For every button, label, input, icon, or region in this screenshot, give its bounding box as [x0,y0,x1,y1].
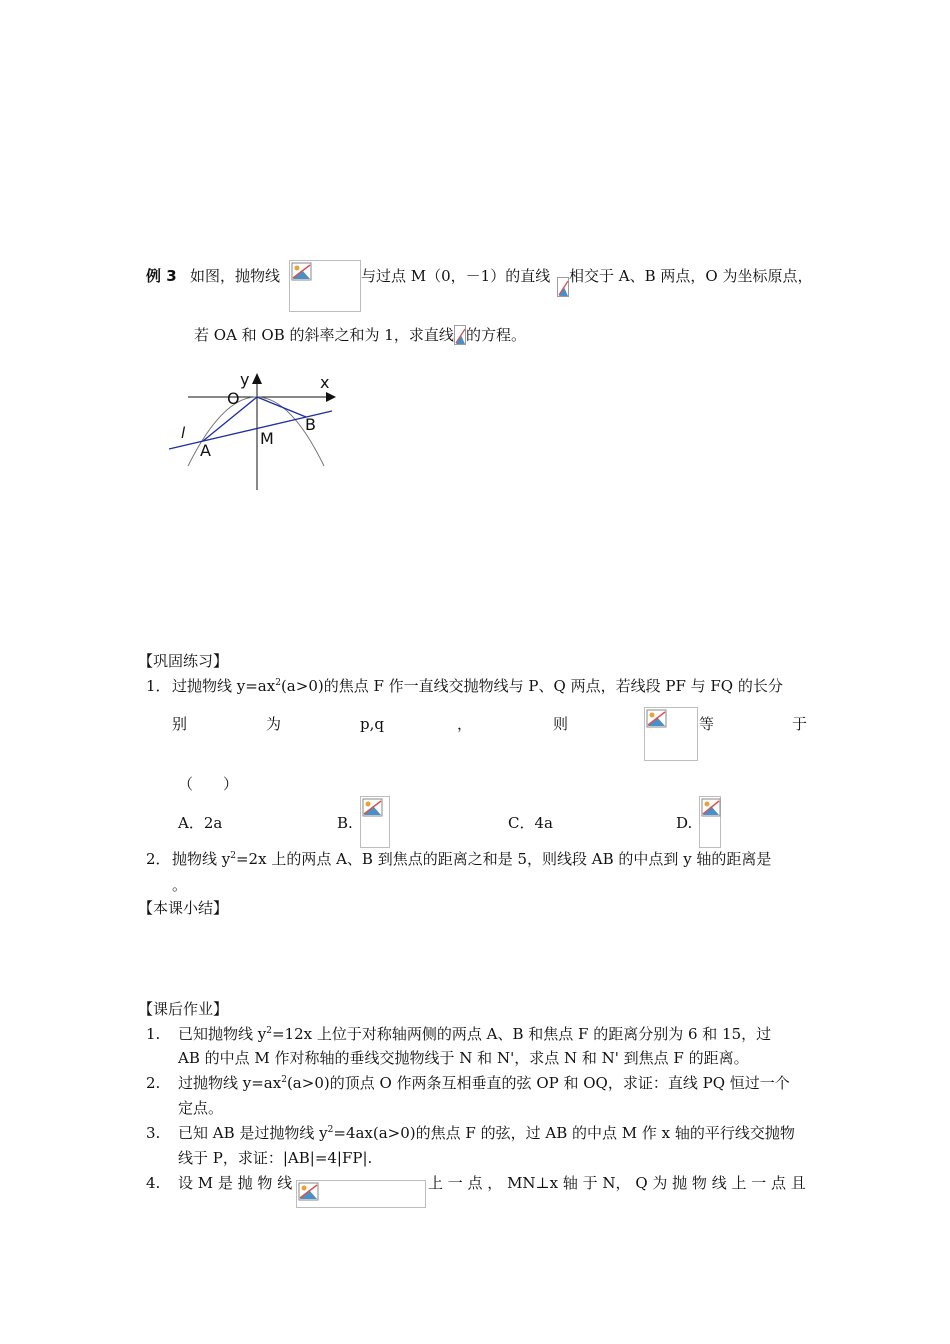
q1-word-5: 则 [553,715,569,733]
label-y: y [240,370,250,389]
q1-word-3: p,q [360,715,384,733]
hw1-number: 1. [146,1025,161,1043]
option-c: C．4a [508,814,553,832]
broken-image-icon [362,798,384,818]
segment-OB [257,397,306,417]
option-b: B. [337,814,353,832]
q1-word-6: 等 [699,715,715,733]
option-d: D. [676,814,693,832]
hw2-text: 过抛物线 $y=ax^2(a>0)$的顶点 O 作两条互相垂直的弦 OP 和 OQ，求证：直线 PQ 恒过一个 [178,1074,790,1092]
q1-text: 过抛物线 $y=ax^2(a>0)$的焦点 F 作一直线交抛物线与 P、Q 两点，若线段 PF 与 FQ 的长分 [172,677,783,695]
option-d-image [699,796,721,848]
x-axis-arrow [326,392,336,402]
hw4-number: 4. [146,1174,161,1192]
label-x: x [320,373,330,392]
q2-end: 。 [172,876,188,894]
example-text-1: 如图，抛物线 [190,267,281,285]
label-A: A [200,441,211,460]
parabola-figure [160,368,350,498]
y-axis-arrow [252,373,262,384]
hw2-number: 2. [146,1074,161,1092]
example-text-5: 的方程。 [466,326,527,344]
example-label: 例 3 [146,267,177,285]
hw3-text: 已知 AB 是过抛物线 $y^2=4ax(a>0)$的焦点 F 的弦，过 AB 的中点 M 作 x 轴的平行线交抛物 [178,1124,795,1142]
hw4-equation-image [296,1180,426,1208]
homework-heading: 【课后作业】 [138,1000,229,1018]
broken-image-icon [701,798,721,818]
broken-image-icon [646,709,668,729]
broken-image-icon [455,326,466,345]
q1-word-7: 于 [792,715,808,733]
example-text-3: 相交于 A、B 两点，O 为坐标原点， [569,267,813,285]
q2-text: 抛物线 $y^2=2x$ 上的两点 A、B 到焦点的距离之和是 5，则线段 AB 的中点到 y 轴的距离是 [172,850,772,868]
example-text-4: 若 OA 和 OB 的斜率之和为 1，求直线 [194,326,454,344]
q1-word-1: 别 [172,715,188,733]
hw1-text: 已知抛物线 $y^2=12x$ 上位于对称轴两侧的两点 A、B 和焦点 F 的距离分别为 6 和 15，过 [178,1025,772,1043]
summary-heading: 【本课小结】 [138,899,229,917]
hw3-number: 3. [146,1124,161,1142]
label-M: M [260,429,274,448]
practice-heading: 【巩固练习】 [138,652,229,670]
option-a: A．2a [178,814,223,832]
broken-image-icon [558,278,569,297]
label-B: B [305,415,316,434]
hw2-text-2: 定点。 [178,1099,224,1117]
hw4-text: 设 M 是 抛 物 线 [178,1174,293,1192]
q1-word-2: 为 [266,715,282,733]
example-text-2: 与过点 M（0，－1）的直线 [361,267,551,285]
q1-number: 1． [146,677,171,695]
hw1-text-2: AB 的中点 M 作对称轴的垂线交抛物线于 N 和 N'，求点 N 和 N' 到焦点 F 的距离。 [178,1049,749,1067]
q1-expression-image [644,707,698,761]
hw3-text-2: 线于 P，求证：|AB|=4|FP|. [178,1149,373,1167]
broken-image-icon [298,1182,320,1202]
q1-answer-paren: （ ） [178,775,239,793]
line-l-image [557,277,569,297]
label-l: l [181,424,186,442]
parabola-equation-image [289,260,361,312]
hw4-text-2: 上 一 点 ， MN⊥x 轴 于 N， Q 为 抛 物 线 上 一 点 且 [428,1174,806,1192]
broken-image-icon [291,262,313,282]
line-l-image-2 [454,325,466,345]
q2-number: 2． [146,850,171,868]
label-O: O [227,389,240,408]
q1-word-4: ， [457,715,473,733]
option-b-image [360,796,390,848]
